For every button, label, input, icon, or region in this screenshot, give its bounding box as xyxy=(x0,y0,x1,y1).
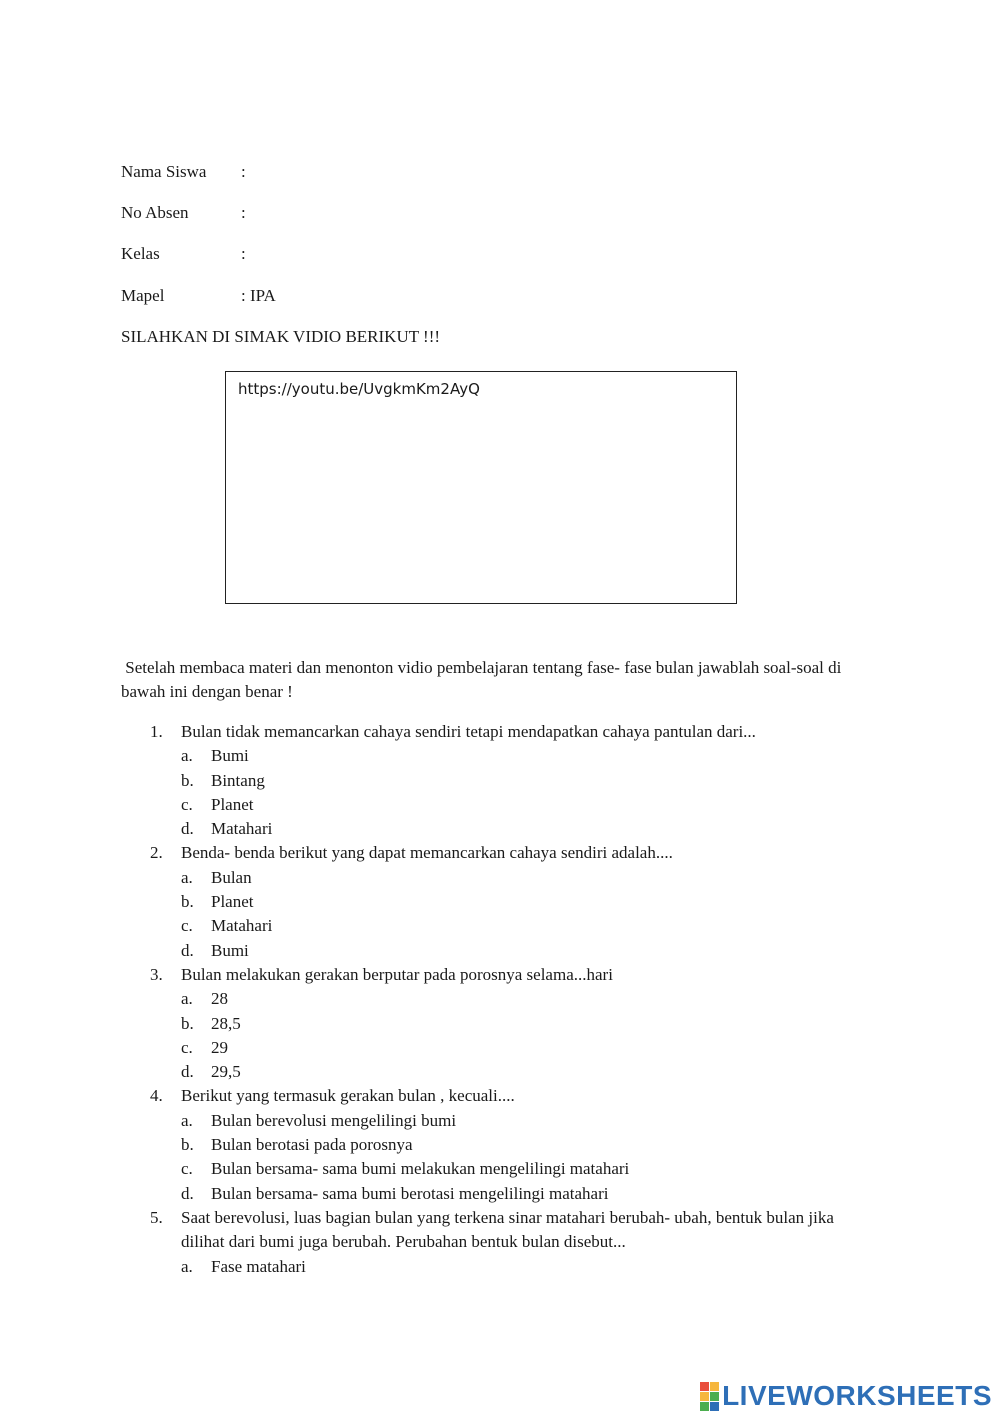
question-text: Bulan tidak memancarkan cahaya sendiri tetapi mendapatkan cahaya pantulan dari... xyxy=(181,722,756,741)
option-text: Bulan bersama- sama bumi melakukan mengelilingi matahari xyxy=(211,1159,630,1179)
logo-square xyxy=(700,1392,709,1401)
video-box xyxy=(225,371,737,604)
question-text: Bulan melakukan gerakan berputar pada porosnya selama...hari xyxy=(181,964,613,984)
option-letter: a. xyxy=(181,1256,193,1276)
option-letter: d. xyxy=(181,1183,194,1203)
answer-option xyxy=(150,1182,870,1206)
option-letter: b. xyxy=(181,770,194,790)
field-row-mapel xyxy=(121,286,276,306)
field-label: Kelas xyxy=(121,244,160,263)
option-letter: c. xyxy=(181,1159,193,1179)
answer-option xyxy=(150,866,870,890)
answer-option xyxy=(150,1255,870,1279)
option-text: Bulan bersama- sama bumi berotasi mengelilingi matahari xyxy=(211,1183,609,1203)
answer-option xyxy=(150,914,870,938)
field-label: No Absen xyxy=(121,203,189,222)
option-letter: d. xyxy=(181,940,194,960)
question-item xyxy=(150,963,870,987)
answer-option xyxy=(150,1060,870,1084)
option-text: 28 xyxy=(211,989,228,1009)
option-letter: b. xyxy=(181,892,194,912)
intro-text xyxy=(121,656,861,704)
option-text: Bintang xyxy=(211,770,265,790)
option-text: Planet xyxy=(211,892,254,912)
field-value: : xyxy=(241,162,246,181)
option-text: Matahari xyxy=(211,916,273,936)
logo-square xyxy=(710,1402,719,1411)
option-letter: d. xyxy=(181,1062,194,1082)
question-item xyxy=(150,841,870,865)
option-letter: c. xyxy=(181,916,193,936)
option-text: Bulan xyxy=(211,867,252,887)
option-letter: a. xyxy=(181,989,193,1009)
question-number: 5. xyxy=(150,1207,163,1227)
answer-option xyxy=(150,890,870,914)
field-row-name xyxy=(121,162,246,182)
option-text: Matahari xyxy=(211,819,273,839)
option-letter: c. xyxy=(181,794,193,814)
question-text: Berikut yang termasuk gerakan bulan , kecuali.... xyxy=(181,1086,515,1106)
option-letter: a. xyxy=(181,746,193,766)
logo-icon xyxy=(700,1382,719,1411)
answer-option xyxy=(150,744,870,768)
answer-option xyxy=(150,1036,870,1060)
question-text: Benda- benda berikut yang dapat memancarkan cahaya sendiri adalah.... xyxy=(181,843,673,863)
logo-square xyxy=(710,1392,719,1401)
logo-text: LIVEWORKSHEETS xyxy=(722,1380,992,1411)
question-item xyxy=(150,1084,870,1108)
question-item xyxy=(150,1206,870,1255)
option-text: Bumi xyxy=(211,940,249,960)
question-text: Saat berevolusi, luas bagian bulan yang terkena sinar matahari berubah- ubah, bentuk bulan jika dilihat dari bumi juga berubah. Perubahan bentuk bulan disebut... xyxy=(181,1207,834,1252)
question-number: 1. xyxy=(150,722,163,741)
option-text: 29,5 xyxy=(211,1062,241,1082)
instruction-text: SILAHKAN DI SIMAK VIDIO BERIKUT !!! xyxy=(121,327,441,346)
logo-square xyxy=(700,1402,709,1411)
logo-square xyxy=(700,1382,709,1391)
video-link[interactable]: https://youtu.be/UvgkmKm2AyQ xyxy=(238,380,480,398)
option-text: 29 xyxy=(211,1037,228,1057)
question-number: 2. xyxy=(150,843,163,863)
question-item xyxy=(150,720,870,744)
answer-option xyxy=(150,793,870,817)
intro-body: Setelah membaca materi dan menonton vidio pembelajaran tentang fase- fase bulan jawablah soal-soal di bawah ini dengan benar ! xyxy=(121,658,842,701)
option-text: Bulan berevolusi mengelilingi bumi xyxy=(211,1110,457,1130)
field-value: : xyxy=(241,203,246,222)
answer-option xyxy=(150,987,870,1011)
option-letter: d. xyxy=(181,819,194,839)
option-text: Bulan berotasi pada porosnya xyxy=(211,1135,413,1155)
option-letter: c. xyxy=(181,1037,193,1057)
option-text: 28,5 xyxy=(211,1013,241,1033)
logo-square xyxy=(710,1382,719,1391)
field-row-absen xyxy=(121,203,246,223)
question-number: 4. xyxy=(150,1086,163,1106)
option-text: Fase matahari xyxy=(211,1256,306,1276)
question-list xyxy=(150,720,870,1279)
answer-option xyxy=(150,1157,870,1181)
field-value: : xyxy=(241,244,246,263)
answer-option xyxy=(150,769,870,793)
option-text: Planet xyxy=(211,794,254,814)
answer-option xyxy=(150,1133,870,1157)
option-text: Bumi xyxy=(211,746,249,766)
field-value: : IPA xyxy=(241,286,276,305)
answer-option xyxy=(150,939,870,963)
option-letter: b. xyxy=(181,1013,194,1033)
option-letter: a. xyxy=(181,867,193,887)
answer-option xyxy=(150,1109,870,1133)
answer-option xyxy=(150,1012,870,1036)
answer-option xyxy=(150,817,870,841)
liveworksheets-logo xyxy=(700,1380,992,1412)
field-row-kelas xyxy=(121,244,246,264)
option-letter: a. xyxy=(181,1110,193,1130)
option-letter: b. xyxy=(181,1135,194,1155)
field-label: Nama Siswa xyxy=(121,162,207,181)
field-label: Mapel xyxy=(121,286,165,305)
question-number: 3. xyxy=(150,964,163,984)
